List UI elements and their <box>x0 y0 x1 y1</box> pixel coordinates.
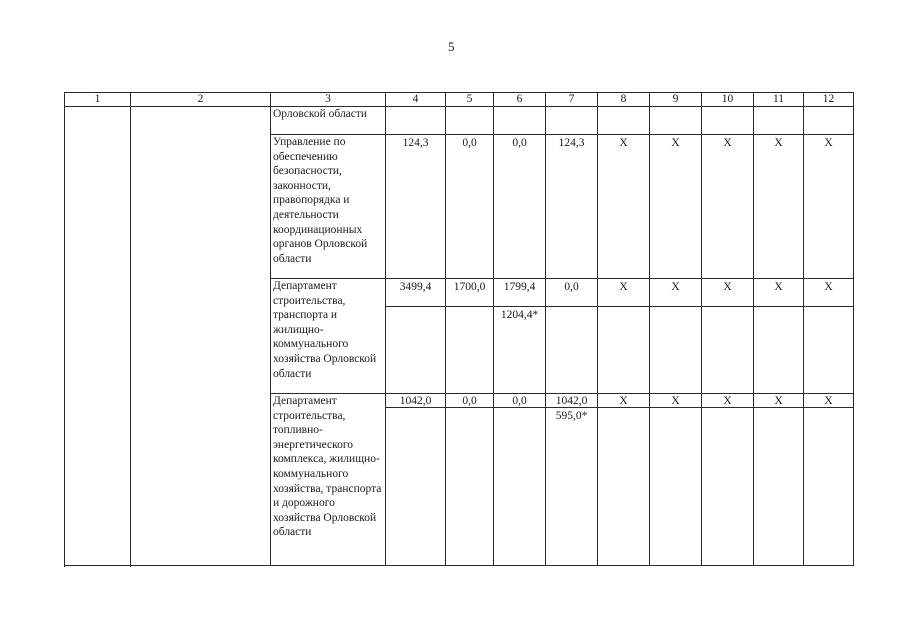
column-header: 10 <box>702 93 754 107</box>
table-cell: X <box>754 394 804 408</box>
table-cell: 1042,0 <box>546 394 598 408</box>
table-cell <box>386 408 446 566</box>
column-header: 11 <box>754 93 804 107</box>
column-header: 4 <box>386 93 446 107</box>
table-cell <box>804 307 854 394</box>
table-cell <box>598 408 650 566</box>
table-cell <box>446 408 494 566</box>
column-header: 5 <box>446 93 494 107</box>
column-header: 1 <box>65 93 131 107</box>
table-cell: X <box>598 279 650 307</box>
table-cell: X <box>650 135 702 279</box>
column-header: 7 <box>546 93 598 107</box>
table-cell <box>702 408 754 566</box>
agency-name: Орловской области <box>271 107 386 135</box>
column-header: 8 <box>598 93 650 107</box>
budget-table <box>64 92 854 566</box>
table-cell <box>494 408 546 566</box>
table-cell: X <box>804 135 854 279</box>
agency-name: Департамент строительства, транспорта и жилищно-коммунального хозяйства Орловской области <box>271 279 386 394</box>
table-cell: X <box>650 394 702 408</box>
table-cell: 0,0 <box>494 135 546 279</box>
table-cell <box>446 307 494 394</box>
table-cell: 124,3 <box>386 135 446 279</box>
table-row <box>65 107 854 135</box>
table-header-row <box>65 93 854 107</box>
table-cell <box>546 307 598 394</box>
table-cell: X <box>702 279 754 307</box>
table-cell: 1204,4* <box>494 307 546 394</box>
table-cell <box>702 307 754 394</box>
table-cell: 3499,4 <box>386 279 446 307</box>
table-cell: X <box>702 135 754 279</box>
table-cell: 595,0* <box>546 408 598 566</box>
table-cell <box>546 107 598 135</box>
table-cell <box>804 107 854 135</box>
table-cell <box>702 107 754 135</box>
column-header: 3 <box>271 93 386 107</box>
table-cell: 1700,0 <box>446 279 494 307</box>
agency-name: Управление по обеспечению безопасности, законности, правопорядка и деятельности координационных органов Орловской области <box>271 135 386 279</box>
table-cell: 0,0 <box>494 394 546 408</box>
table-cell: 124,3 <box>546 135 598 279</box>
column-header: 6 <box>494 93 546 107</box>
agency-name: Департамент строительства, топливно-энергетического комплекса, жилищно-коммунального хозяйства, транспорта и дорожного хозяйства Орловской области <box>271 394 386 566</box>
budget-table-wrapper <box>64 92 854 566</box>
table-cell: X <box>754 279 804 307</box>
table-cell <box>754 107 804 135</box>
table-cell <box>650 307 702 394</box>
table-cell: X <box>598 394 650 408</box>
table-cell <box>386 107 446 135</box>
cell-col1 <box>65 107 131 566</box>
table-cell <box>446 107 494 135</box>
table-cell: X <box>804 279 854 307</box>
table-cell: X <box>650 279 702 307</box>
table-cell <box>494 107 546 135</box>
table-cell <box>386 307 446 394</box>
page-number: 5 <box>448 39 455 54</box>
column-header: 12 <box>804 93 854 107</box>
table-cell <box>804 408 854 566</box>
table-cell: X <box>804 394 854 408</box>
table-cell: 0,0 <box>546 279 598 307</box>
column-header: 9 <box>650 93 702 107</box>
table-cell: X <box>702 394 754 408</box>
table-cell <box>650 408 702 566</box>
table-cell <box>598 107 650 135</box>
table-cell: X <box>754 135 804 279</box>
table-cell <box>754 307 804 394</box>
cell-col2 <box>131 107 271 566</box>
table-cell: 0,0 <box>446 394 494 408</box>
table-cell: 0,0 <box>446 135 494 279</box>
table-cell: 1042,0 <box>386 394 446 408</box>
table-cell: X <box>598 135 650 279</box>
table-cell <box>598 307 650 394</box>
column-header: 2 <box>131 93 271 107</box>
table-cell <box>754 408 804 566</box>
table-cell <box>650 107 702 135</box>
table-cell: 1799,4 <box>494 279 546 307</box>
